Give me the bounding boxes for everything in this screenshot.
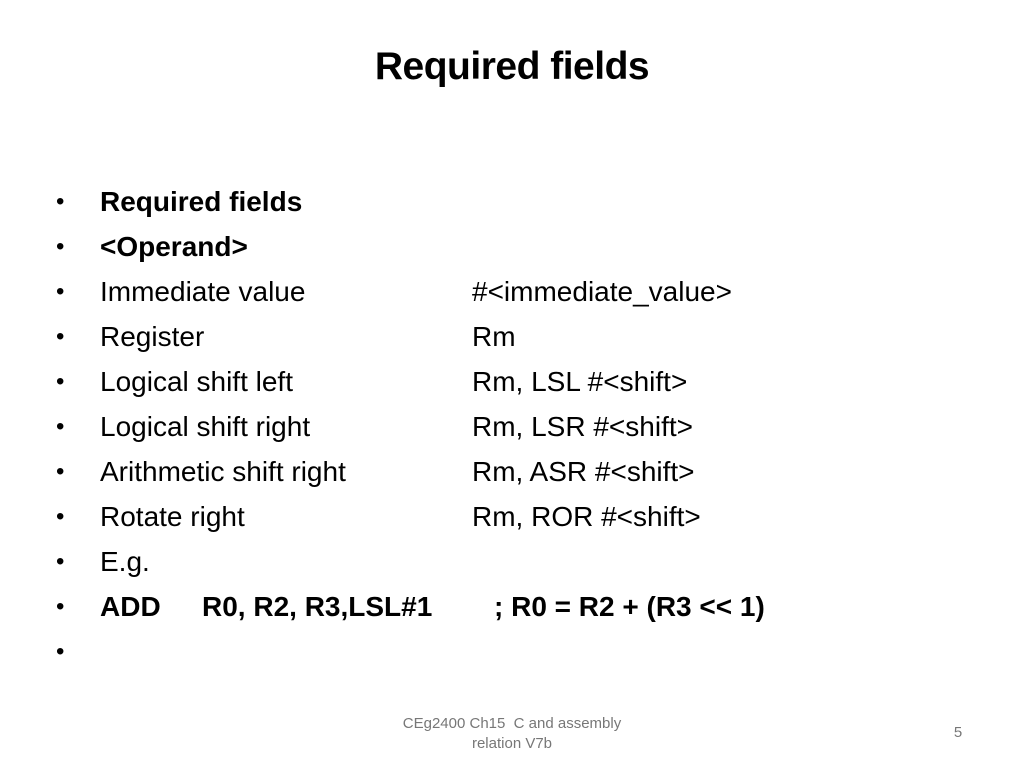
bullet-label: Register xyxy=(100,321,205,352)
footer-line-2: relation V7b xyxy=(471,735,553,752)
bullet-dot: • xyxy=(56,638,65,665)
bullet-syntax: Rm, ASR #<shift> xyxy=(472,456,695,487)
footer-line-1: CEg2400 Ch15 C and assembly xyxy=(402,715,622,732)
example-operands: R0, R2, R3,LSL#1 xyxy=(202,591,433,622)
bullet-label: <Operand> xyxy=(100,231,248,262)
bullet-syntax: Rm, LSR #<shift> xyxy=(472,411,693,442)
bullet-label: Required fields xyxy=(100,186,303,217)
bullet-dot: • xyxy=(56,593,65,620)
bullet-dot: • xyxy=(56,458,65,485)
bullet-dot: • xyxy=(56,548,65,575)
bullet-syntax: #<immediate_value> xyxy=(472,276,732,307)
bullet-dot: • xyxy=(56,413,65,440)
slide-title: Required fields xyxy=(374,45,650,88)
page-number: 5 xyxy=(953,724,963,741)
bullet-dot: • xyxy=(56,503,65,530)
bullet-label: E.g. xyxy=(100,546,150,577)
bullet-syntax: Rm, ROR #<shift> xyxy=(472,501,701,532)
bullet-label: Logical shift right xyxy=(100,411,311,442)
bullet-syntax: Rm xyxy=(472,321,516,352)
bullet-dot: • xyxy=(56,323,65,350)
bullet-dot: • xyxy=(56,188,65,215)
example-opcode: ADD xyxy=(100,591,161,622)
example-comment: ; R0 = R2 + (R3 << 1) xyxy=(494,591,765,622)
bullet-dot: • xyxy=(56,233,65,260)
bullet-syntax: Rm, LSL #<shift> xyxy=(472,366,688,397)
bullet-label: Arithmetic shift right xyxy=(100,456,346,487)
bullet-label: Immediate value xyxy=(100,276,306,307)
footer-caption xyxy=(362,714,662,754)
bullet-label: Logical shift left xyxy=(100,366,293,397)
bullet-dot: • xyxy=(56,368,65,395)
bullet-label: Rotate right xyxy=(100,501,245,532)
bullet-dot: • xyxy=(56,278,65,305)
